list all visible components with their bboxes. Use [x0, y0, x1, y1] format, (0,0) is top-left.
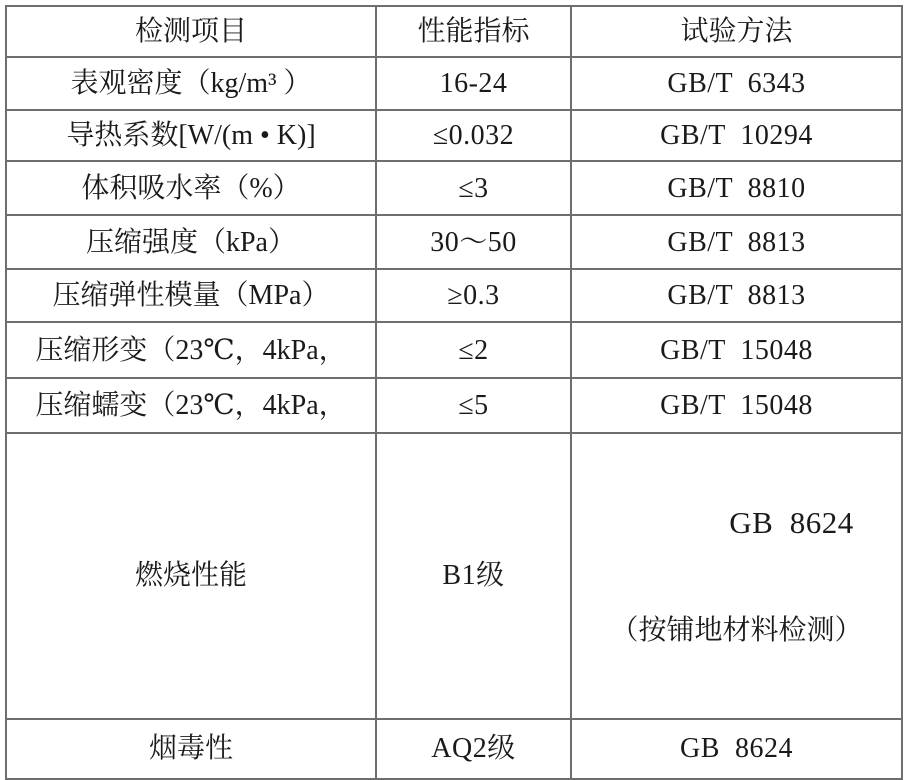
cell-value: ≤0.032: [376, 110, 571, 161]
table-row-compression-deformation: [6, 322, 902, 378]
table-header-row: [6, 6, 902, 57]
cell-item: 压缩强度（kPa）: [6, 215, 376, 269]
method-note: （按铺地材料检测）: [610, 614, 863, 646]
cell-value: ≤5: [376, 378, 571, 433]
cell-value: 16-24: [376, 57, 571, 110]
table-row-apparent-density: [6, 57, 902, 110]
table-row-elastic-modulus: [6, 269, 902, 322]
cell-item: 压缩形变（23℃，4kPa，: [6, 322, 376, 378]
cell-item: 烟毒性: [6, 719, 376, 779]
table-row-compression-creep: [6, 378, 902, 433]
cell-item: 燃烧性能: [6, 433, 376, 719]
cell-item: 体积吸水率（%）: [6, 161, 376, 215]
cell-method: GB/T 8810: [571, 161, 902, 215]
cell-method: GB/T 6343: [571, 57, 902, 110]
cell-method: GB/T 8813: [571, 269, 902, 322]
header-test-method: 试验方法: [571, 6, 902, 57]
cell-value: B1级: [376, 433, 571, 719]
cell-value: ≥0.3: [376, 269, 571, 322]
cell-method: GB 8624: [571, 719, 902, 779]
cell-method: GB/T 10294: [571, 110, 902, 161]
cell-value: ≤3: [376, 161, 571, 215]
cell-method: GB/T 15048: [571, 378, 902, 433]
material-spec-table: [5, 5, 903, 780]
cell-item: 压缩蠕变（23℃，4kPa，: [6, 378, 376, 433]
cell-method: GB/T 8813: [571, 215, 902, 269]
cell-item: 导热系数[W/(m • K)]: [6, 110, 376, 161]
table-row-compressive-strength: [6, 215, 902, 269]
table-row-smoke-toxicity: [6, 719, 902, 779]
header-test-item: 检测项目: [6, 6, 376, 57]
cell-item: 表观密度（kg/m³ ）: [6, 57, 376, 110]
cell-method: [571, 433, 902, 719]
cell-method: GB/T 15048: [571, 322, 902, 378]
cell-item: 压缩弹性模量（MPa）: [6, 269, 376, 322]
table-row-water-absorption: [6, 161, 902, 215]
header-performance-index: 性能指标: [376, 6, 571, 57]
cell-value: ≤2: [376, 322, 571, 378]
method-standard: GB 8624: [729, 505, 854, 540]
spec-table-container: [5, 5, 903, 780]
table-row-combustion-performance: [6, 433, 902, 719]
table-row-thermal-conductivity: [6, 110, 902, 161]
cell-value: 30～50: [376, 215, 571, 269]
cell-value: AQ2级: [376, 719, 571, 779]
